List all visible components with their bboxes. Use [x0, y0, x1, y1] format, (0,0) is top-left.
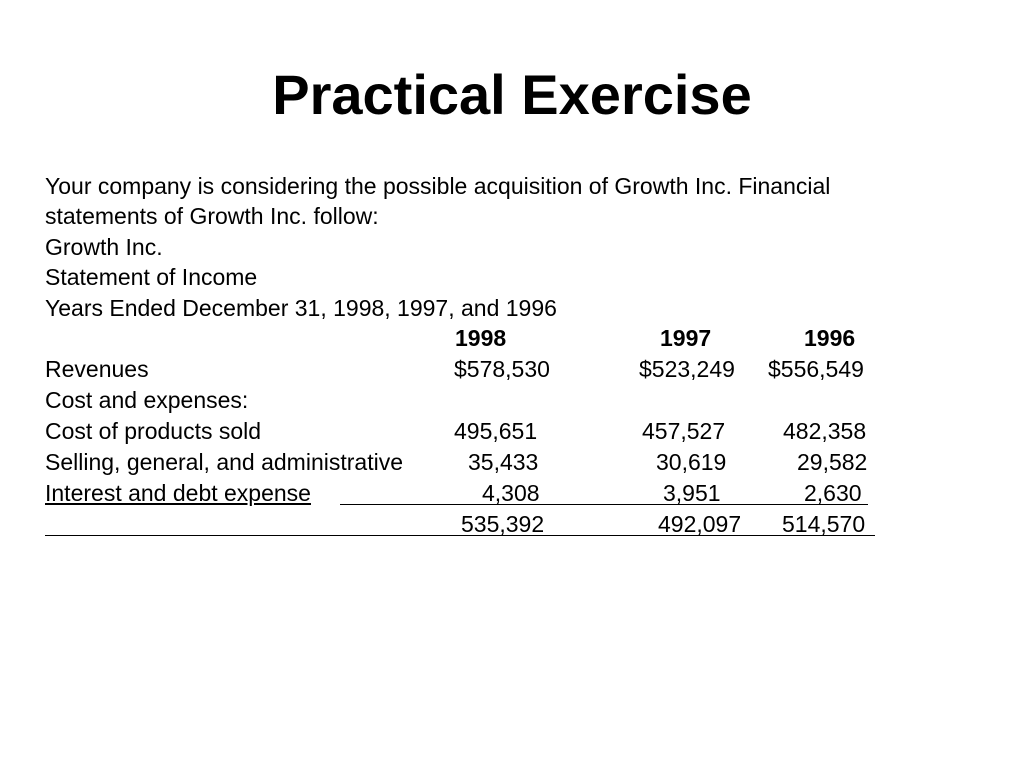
year-header-1997: 1997 — [660, 325, 712, 351]
total-1998: 535,392 — [461, 511, 545, 537]
selling-label: Selling, general, and administrative — [45, 449, 403, 475]
slide-title: Practical Exercise — [272, 63, 752, 126]
cost-products-1997: 457,527 — [642, 418, 726, 444]
intro-line-1: Your company is considering the possible acquisition of Growth Inc. Financial — [45, 173, 831, 199]
cost-products-1998: 495,651 — [454, 418, 538, 444]
statement-title: Statement of Income — [45, 264, 258, 290]
revenues-label: Revenues — [45, 356, 149, 382]
total-underline-rule — [45, 535, 875, 536]
year-header-1998: 1998 — [455, 325, 507, 351]
total-1996: 514,570 — [782, 511, 866, 537]
selling-1998: 35,433 — [468, 449, 539, 475]
interest-underline-rule — [340, 504, 868, 505]
year-header-1996: 1996 — [804, 325, 856, 351]
selling-1997: 30,619 — [656, 449, 727, 475]
statement-period: Years Ended December 31, 1998, 1997, and 1996 — [45, 295, 557, 321]
total-1997: 492,097 — [658, 511, 742, 537]
revenues-1996: $556,549 — [768, 356, 864, 382]
revenues-1997: $523,249 — [639, 356, 735, 382]
selling-1996: 29,582 — [797, 449, 868, 475]
intro-line-2: statements of Growth Inc. follow: — [45, 203, 379, 229]
revenues-1998: $578,530 — [454, 356, 550, 382]
interest-1997: 3,951 — [663, 480, 721, 506]
costs-heading: Cost and expenses: — [45, 387, 249, 413]
interest-1998: 4,308 — [482, 480, 540, 506]
interest-1996: 2,630 — [804, 480, 862, 506]
cost-products-label: Cost of products sold — [45, 418, 262, 444]
interest-label: Interest and debt expense — [45, 480, 311, 506]
company-name: Growth Inc. — [45, 234, 163, 260]
cost-products-1996: 482,358 — [783, 418, 867, 444]
